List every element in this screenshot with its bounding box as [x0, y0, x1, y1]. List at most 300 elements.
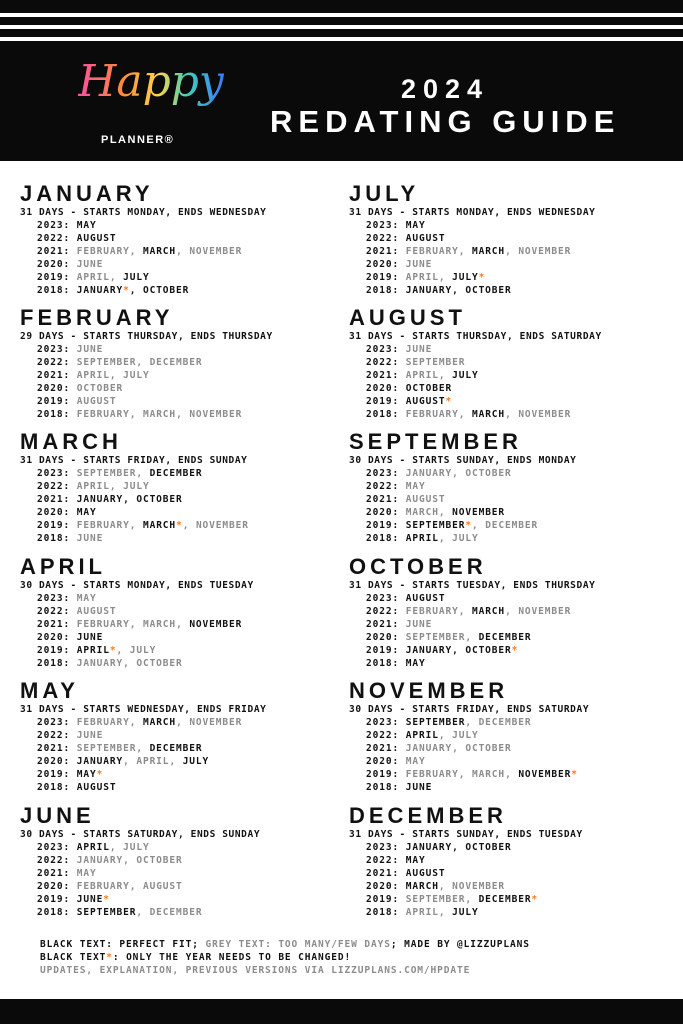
month-option: FEBRUARY	[76, 717, 130, 728]
month-option: AUGUST	[405, 494, 446, 505]
year-label: 2020:	[366, 259, 400, 270]
month-option: MAY	[405, 481, 426, 492]
month-option: OCTOBER	[465, 645, 512, 656]
month-option: JULY	[123, 370, 150, 381]
month-block-january	[20, 182, 340, 297]
month-option: DECEMBER	[149, 357, 203, 368]
month-option: MAY	[405, 756, 426, 767]
month-option: SEPTEMBER	[405, 632, 466, 643]
month-option: NOVEMBER	[452, 881, 506, 892]
month-summary: 30 DAYS - STARTS SUNDAY, ENDS MONDAY	[349, 455, 577, 466]
year-row	[20, 506, 340, 519]
month-option: FEBRUARY	[76, 619, 130, 630]
month-name: NOVEMBER	[349, 678, 509, 703]
year-row	[349, 605, 669, 618]
header-stripe	[0, 25, 683, 29]
month-option: MARCH	[142, 246, 177, 257]
year-row	[20, 605, 340, 618]
month-option: SEPTEMBER	[405, 520, 466, 531]
year-row	[20, 781, 340, 794]
year-label: 2018:	[366, 782, 400, 793]
year-row	[20, 271, 340, 284]
year-row	[349, 284, 669, 297]
month-summary: 31 DAYS - STARTS SUNDAY, ENDS TUESDAY	[349, 829, 583, 840]
year-row	[20, 480, 340, 493]
month-block-december	[349, 804, 669, 919]
month-option: JULY	[452, 907, 479, 918]
month-option: DECEMBER	[478, 894, 532, 905]
month-option: JULY	[123, 842, 150, 853]
year-label: 2023:	[37, 468, 71, 479]
year-row	[20, 592, 340, 605]
year-row	[349, 219, 669, 232]
month-option: MARCH	[142, 717, 177, 728]
year-row	[349, 867, 669, 880]
month-option: ,	[123, 756, 137, 767]
month-option: MAY	[76, 868, 97, 879]
star-mark: *	[123, 285, 130, 296]
month-option: APRIL	[76, 370, 110, 381]
month-option: ,	[458, 246, 472, 257]
month-option: MARCH	[405, 881, 439, 892]
legend-footer	[40, 938, 660, 977]
year-row	[20, 395, 340, 408]
month-option: SEPTEMBER	[76, 907, 137, 918]
month-option: DECEMBER	[478, 717, 532, 728]
year-label: 2020:	[37, 507, 71, 518]
month-option: DECEMBER	[478, 632, 532, 643]
month-name: AUGUST	[349, 305, 466, 330]
year-label: 2022:	[366, 855, 400, 866]
month-block-august	[349, 306, 669, 421]
month-option: DECEMBER	[149, 907, 203, 918]
year-row	[349, 356, 669, 369]
star-mark: *	[176, 520, 183, 531]
year-label: 2023:	[37, 220, 71, 231]
year-label: 2018:	[37, 285, 71, 296]
title-main: REDATING GUIDE	[270, 104, 621, 139]
year-row	[349, 480, 669, 493]
month-option: ,	[176, 246, 190, 257]
month-option: ,	[109, 272, 124, 283]
year-list	[20, 841, 340, 919]
year-row	[20, 369, 340, 382]
month-option: ,	[452, 743, 466, 754]
month-option: ,	[116, 645, 130, 656]
month-option: ,	[109, 842, 124, 853]
year-label: 2022:	[37, 730, 71, 741]
month-option: ,	[452, 285, 466, 296]
month-option: OCTOBER	[465, 743, 512, 754]
year-row	[20, 532, 340, 545]
month-option: JUNE	[405, 619, 433, 630]
year-label: 2018:	[366, 533, 400, 544]
month-option: NOVEMBER	[189, 246, 243, 257]
year-row	[20, 467, 340, 480]
month-option: ,	[458, 409, 472, 420]
month-option: JUNE	[76, 632, 104, 643]
year-label: 2020:	[37, 383, 71, 394]
year-row	[20, 519, 340, 532]
month-option: MARCH	[142, 520, 177, 531]
year-label: 2023:	[366, 344, 400, 355]
month-option: ,	[465, 717, 479, 728]
star-mark: *	[511, 645, 519, 656]
year-label: 2018:	[37, 782, 71, 793]
year-row	[20, 657, 340, 670]
year-list	[20, 467, 340, 545]
month-name: MAY	[20, 678, 79, 703]
year-label: 2022:	[37, 606, 71, 617]
year-row	[349, 467, 669, 480]
year-label: 2022:	[37, 233, 71, 244]
month-option: JUNE	[405, 259, 433, 270]
month-option: ,	[129, 619, 143, 630]
year-row	[349, 755, 669, 768]
month-option: AUGUST	[76, 233, 117, 244]
month-option: JUNE	[76, 533, 104, 544]
year-label: 2022:	[37, 357, 71, 368]
month-option: NOVEMBER	[518, 246, 572, 257]
month-option: APRIL	[136, 756, 170, 767]
month-option: NOVEMBER	[195, 520, 249, 531]
year-label: 2021:	[37, 743, 71, 754]
year-label: 2018:	[366, 285, 400, 296]
year-list	[349, 219, 669, 297]
month-option: ,	[109, 481, 124, 492]
year-row	[349, 532, 669, 545]
star-mark: *	[96, 769, 104, 780]
month-option: MAY	[76, 769, 97, 780]
year-row	[349, 592, 669, 605]
month-block-march	[20, 430, 340, 545]
year-label: 2019:	[366, 396, 400, 407]
month-name: JANUARY	[20, 181, 154, 206]
year-label: 2023:	[37, 593, 71, 604]
year-label: 2021:	[366, 246, 400, 257]
month-option: OCTOBER	[465, 842, 512, 853]
year-row	[20, 906, 340, 919]
year-row	[349, 880, 669, 893]
month-option: JULY	[452, 272, 479, 283]
month-name: MARCH	[20, 429, 122, 454]
month-option: JULY	[123, 272, 150, 283]
year-row	[20, 408, 340, 421]
year-label: 2023:	[366, 468, 400, 479]
year-row	[20, 644, 340, 657]
year-row	[20, 854, 340, 867]
year-row	[349, 258, 669, 271]
month-option: ,	[438, 507, 453, 518]
month-option: ,	[109, 370, 124, 381]
year-row	[349, 493, 669, 506]
legend-star-label: BLACK TEXT	[40, 952, 107, 963]
year-label: 2019:	[366, 520, 400, 531]
year-row	[349, 841, 669, 854]
star-mark: *	[106, 952, 113, 963]
month-option: FEBRUARY	[76, 246, 130, 257]
month-option: JUNE	[76, 344, 104, 355]
month-option: MAY	[76, 220, 97, 231]
year-row	[20, 284, 340, 297]
month-option: FEBRUARY	[76, 409, 130, 420]
month-option: ,	[438, 272, 453, 283]
month-option: FEBRUARY	[405, 246, 459, 257]
year-list	[349, 592, 669, 670]
legend-line	[40, 938, 660, 951]
year-label: 2021:	[37, 246, 71, 257]
month-option: ,	[129, 246, 143, 257]
month-option: ,	[438, 907, 453, 918]
month-option: NOVEMBER	[518, 769, 572, 780]
year-row	[20, 258, 340, 271]
month-option: SEPTEMBER	[76, 357, 137, 368]
year-label: 2023:	[37, 344, 71, 355]
month-option: NOVEMBER	[189, 409, 243, 420]
month-option: APRIL	[405, 272, 439, 283]
month-option: AUGUST	[142, 881, 183, 892]
month-option: ,	[458, 769, 472, 780]
month-option: MARCH	[471, 606, 506, 617]
month-option: ,	[176, 717, 190, 728]
month-name: JULY	[349, 181, 420, 206]
month-option: APRIL	[76, 272, 110, 283]
year-label: 2021:	[366, 494, 400, 505]
month-option: MAY	[405, 658, 426, 669]
month-option: OCTOBER	[405, 383, 453, 394]
star-mark: *	[103, 894, 110, 905]
updates-link[interactable]: UPDATES, EXPLANATION, PREVIOUS VERSIONS VIA LIZZUPLANS.COM/HPDATE	[40, 965, 471, 976]
year-row	[20, 841, 340, 854]
legend-star-text: : ONLY THE YEAR NEEDS TO BE CHANGED!	[112, 952, 352, 963]
month-option: DECEMBER	[485, 520, 539, 531]
month-name: JUNE	[20, 803, 95, 828]
month-option: NOVEMBER	[518, 409, 572, 420]
year-label: 2019:	[37, 396, 71, 407]
year-row	[349, 519, 669, 532]
month-option: JULY	[452, 730, 479, 741]
legend-black-text: BLACK TEXT: PERFECT FIT;	[40, 939, 206, 950]
year-row	[20, 880, 340, 893]
month-option: MARCH	[471, 246, 506, 257]
month-option: ,	[465, 894, 479, 905]
year-row	[349, 631, 669, 644]
year-row	[20, 729, 340, 742]
month-option: JUNE	[76, 894, 104, 905]
month-option: APRIL	[405, 533, 439, 544]
month-option: OCTOBER	[465, 285, 512, 296]
year-label: 2023:	[37, 717, 71, 728]
year-label: 2019:	[366, 645, 400, 656]
month-option: AUGUST	[405, 868, 446, 879]
month-option: JULY	[452, 370, 479, 381]
year-list	[349, 343, 669, 421]
month-option: ,	[452, 842, 466, 853]
star-mark: *	[571, 769, 578, 780]
year-label: 2021:	[366, 370, 400, 381]
month-option: OCTOBER	[136, 855, 183, 866]
month-option: APRIL	[405, 370, 439, 381]
month-option: ,	[452, 468, 466, 479]
month-option: MARCH	[142, 619, 177, 630]
year-label: 2018:	[366, 658, 400, 669]
month-summary: 31 DAYS - STARTS WEDNESDAY, ENDS FRIDAY	[20, 704, 267, 715]
month-option: ,	[129, 881, 143, 892]
month-option: APRIL	[76, 645, 110, 656]
year-label: 2021:	[37, 619, 71, 630]
month-summary: 30 DAYS - STARTS FRIDAY, ENDS SATURDAY	[349, 704, 590, 715]
year-row	[20, 618, 340, 631]
year-row	[20, 219, 340, 232]
month-block-october	[349, 555, 669, 670]
year-label: 2020:	[366, 881, 400, 892]
year-label: 2019:	[37, 769, 71, 780]
year-list	[20, 716, 340, 794]
month-option: JANUARY	[405, 285, 453, 296]
month-block-june	[20, 804, 340, 919]
year-label: 2022:	[366, 606, 400, 617]
year-row	[349, 644, 669, 657]
year-list	[20, 219, 340, 297]
month-option: DECEMBER	[149, 743, 203, 754]
month-option: DECEMBER	[149, 468, 203, 479]
month-option: NOVEMBER	[189, 619, 243, 630]
year-label: 2019:	[37, 520, 71, 531]
month-name: FEBRUARY	[20, 305, 174, 330]
logo-wordmark: Happy	[78, 52, 224, 112]
month-option: ,	[169, 756, 183, 767]
year-row	[20, 742, 340, 755]
year-row	[349, 618, 669, 631]
year-label: 2018:	[366, 907, 400, 918]
year-label: 2022:	[366, 357, 400, 368]
month-option: FEBRUARY	[405, 769, 459, 780]
month-option: MARCH	[471, 769, 506, 780]
month-option: JULY	[182, 756, 210, 767]
year-row	[20, 768, 340, 781]
year-label: 2021:	[366, 619, 400, 630]
month-option: ,	[136, 468, 150, 479]
year-row	[349, 506, 669, 519]
month-option: AUGUST	[76, 396, 117, 407]
month-option: ,	[136, 357, 150, 368]
month-name: SEPTEMBER	[349, 429, 522, 454]
month-option: JANUARY	[76, 494, 124, 505]
month-option: OCTOBER	[136, 494, 183, 505]
year-label: 2022:	[37, 481, 71, 492]
month-option: JULY	[452, 533, 479, 544]
year-label: 2022:	[366, 730, 400, 741]
month-option: OCTOBER	[465, 468, 512, 479]
year-row	[349, 716, 669, 729]
happy-planner-logo	[78, 52, 228, 152]
year-label: 2023:	[366, 842, 400, 853]
month-option: ,	[458, 606, 472, 617]
month-option: JANUARY	[76, 756, 124, 767]
year-row	[20, 343, 340, 356]
month-option: ,	[123, 855, 137, 866]
year-row	[20, 356, 340, 369]
year-row	[349, 382, 669, 395]
month-option: JANUARY	[76, 855, 124, 866]
logo-subtitle: PLANNER®	[101, 134, 175, 146]
month-summary: 31 DAYS - STARTS TUESDAY, ENDS THURSDAY	[349, 580, 596, 591]
star-mark: *	[445, 396, 453, 407]
month-option: AUGUST	[405, 233, 446, 244]
star-mark: *	[109, 645, 117, 656]
year-list	[349, 467, 669, 545]
year-label: 2021:	[37, 868, 71, 879]
year-list	[349, 841, 669, 919]
month-option: ,	[176, 409, 190, 420]
month-option: ,	[176, 619, 190, 630]
month-option: FEBRUARY	[405, 606, 459, 617]
year-row	[349, 395, 669, 408]
month-option: ,	[129, 285, 143, 296]
month-option: ,	[136, 743, 150, 754]
month-summary: 30 DAYS - STARTS MONDAY, ENDS TUESDAY	[20, 580, 254, 591]
year-label: 2019:	[366, 769, 400, 780]
month-option: NOVEMBER	[452, 507, 506, 518]
month-option: FEBRUARY	[76, 881, 130, 892]
year-row	[349, 343, 669, 356]
year-row	[349, 271, 669, 284]
month-option: APRIL	[405, 730, 439, 741]
month-option: JANUARY	[405, 468, 453, 479]
month-summary: 29 DAYS - STARTS THURSDAY, ENDS THURSDAY	[20, 331, 273, 342]
month-option: AUGUST	[405, 593, 446, 604]
year-label: 2020:	[37, 259, 71, 270]
month-option: ,	[129, 409, 143, 420]
year-list	[20, 592, 340, 670]
year-label: 2022:	[37, 855, 71, 866]
year-label: 2023:	[366, 717, 400, 728]
month-block-september	[349, 430, 669, 545]
month-option: MAY	[76, 507, 97, 518]
star-mark: *	[465, 520, 472, 531]
month-option: JULY	[129, 645, 157, 656]
year-label: 2018:	[37, 533, 71, 544]
month-option: SEPTEMBER	[405, 357, 466, 368]
month-option: ,	[438, 730, 453, 741]
month-summary: 31 DAYS - STARTS MONDAY, ENDS WEDNESDAY	[20, 207, 267, 218]
year-row	[349, 906, 669, 919]
year-row	[20, 493, 340, 506]
year-label: 2018:	[37, 409, 71, 420]
month-option: MAY	[405, 855, 426, 866]
month-option: MARCH	[405, 507, 439, 518]
year-label: 2019:	[366, 272, 400, 283]
month-option: FEBRUARY	[405, 409, 459, 420]
legend-line	[40, 951, 660, 964]
year-label: 2019:	[37, 272, 71, 283]
month-option: MAY	[76, 593, 97, 604]
month-option: SEPTEMBER	[76, 743, 137, 754]
month-block-july	[349, 182, 669, 297]
year-row	[349, 768, 669, 781]
year-label: 2021:	[37, 494, 71, 505]
month-option: ,	[505, 409, 519, 420]
year-row	[349, 854, 669, 867]
year-label: 2021:	[37, 370, 71, 381]
month-option: ,	[438, 370, 453, 381]
month-option: JANUARY	[76, 658, 124, 669]
month-option: NOVEMBER	[189, 717, 243, 728]
month-option: APRIL	[405, 907, 439, 918]
footer-bar	[0, 999, 683, 1024]
month-option: ,	[129, 520, 143, 531]
year-label: 2023:	[366, 593, 400, 604]
